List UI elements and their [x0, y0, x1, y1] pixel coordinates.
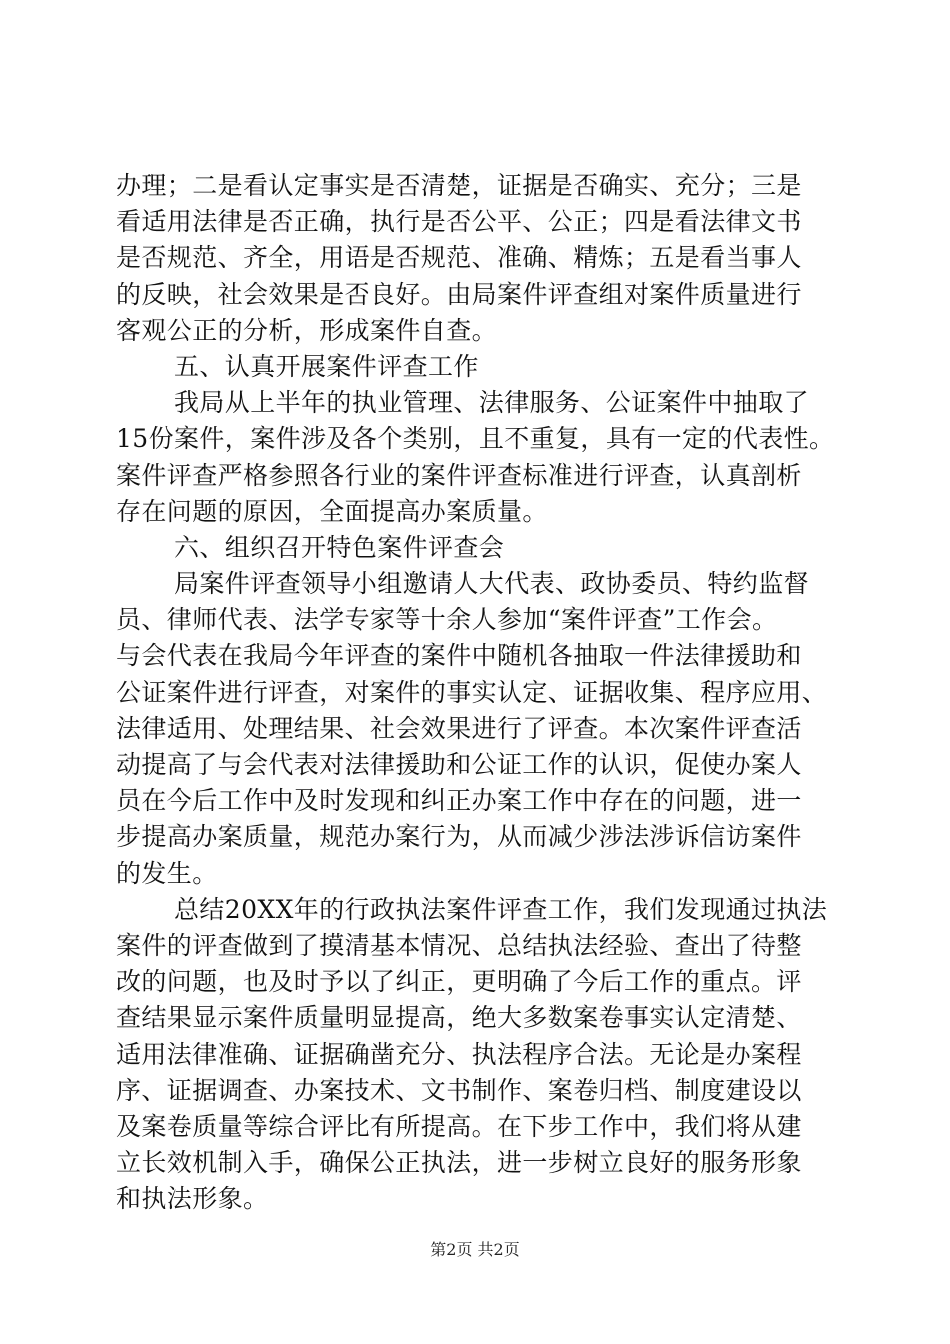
text-line: 及案卷质量等综合评比有所提高。在下步工作中，我们将从建 [116, 1111, 802, 1141]
text-line: 案件评查严格参照各行业的案件评查标准进行评查，认真剖析 [116, 460, 802, 490]
text-line: 客观公正的分析，形成案件自查。 [116, 315, 498, 345]
text-line: 办理；二是看认定事实是否清楚，证据是否确实、充分；三是 [116, 171, 802, 200]
section-heading: 五、认真开展案件评查工作 [174, 351, 479, 381]
text-line: 案件的评查做到了摸清基本情况、总结执法经验、查出了待整 [116, 930, 802, 960]
text-line: 的反映，社会效果是否良好。由局案件评查组对案件质量进行 [116, 279, 802, 309]
text-line: 员、律师代表、法学专家等十余人参加“案件评查”工作会。 [116, 605, 778, 635]
text-line: 的发生。 [116, 858, 218, 888]
page-footer [0, 1240, 950, 1260]
text-line: 我局从上半年的执业管理、法律服务、公证案件中抽取了 [174, 388, 810, 418]
text-line: 与会代表在我局今年评查的案件中随机各抽取一件法律援助和 [116, 641, 802, 671]
text-line: 员在今后工作中及时发现和纠正办案工作中存在的问题，进一 [116, 786, 802, 816]
text-line: 立长效机制入手，确保公正执法，进一步树立良好的服务形象 [116, 1148, 802, 1178]
document-body [116, 168, 836, 1217]
text-line: 公证案件进行评查，对案件的事实认定、证据收集、程序应用、 [116, 677, 828, 707]
text-line: 序、证据调查、办案技术、文书制作、案卷归档、制度建设以 [116, 1075, 802, 1105]
section-heading: 六、组织召开特色案件评查会 [174, 532, 505, 562]
text-line: 法律适用、处理结果、社会效果进行了评查。本次案件评查活 [116, 713, 802, 743]
page-number-label: 第2页 共2页 [430, 1240, 520, 1259]
text-line: 动提高了与会代表对法律援助和公证工作的认识，促使办案人 [116, 750, 802, 779]
text-line: 15份案件，案件涉及各个类别，且不重复，具有一定的代表性。 [116, 424, 835, 454]
text-line: 改的问题，也及时予以了纠正，更明确了今后工作的重点。评 [116, 967, 802, 997]
text-line: 是否规范、齐全，用语是否规范、准确、精炼；五是看当事人 [116, 243, 802, 273]
text-line: 存在问题的原因，全面提高办案质量。 [116, 496, 548, 526]
text-line: 步提高办案质量，规范办案行为，从而减少涉法涉诉信访案件 [116, 822, 802, 852]
text-line: 局案件评查领导小组邀请人大代表、政协委员、特约监督 [174, 569, 810, 599]
text-line: 看适用法律是否正确，执行是否公平、公正；四是看法律文书 [116, 207, 802, 237]
text-line: 适用法律准确、证据确凿充分、执法程序合法。无论是办案程 [116, 1039, 802, 1069]
text-line: 查结果显示案件质量明显提高，绝大多数案卷事实认定清楚、 [116, 1003, 802, 1033]
text-line: 总结20XX年的行政执法案件评查工作，我们发现通过执法 [174, 894, 828, 924]
text-line: 和执法形象。 [116, 1184, 269, 1214]
